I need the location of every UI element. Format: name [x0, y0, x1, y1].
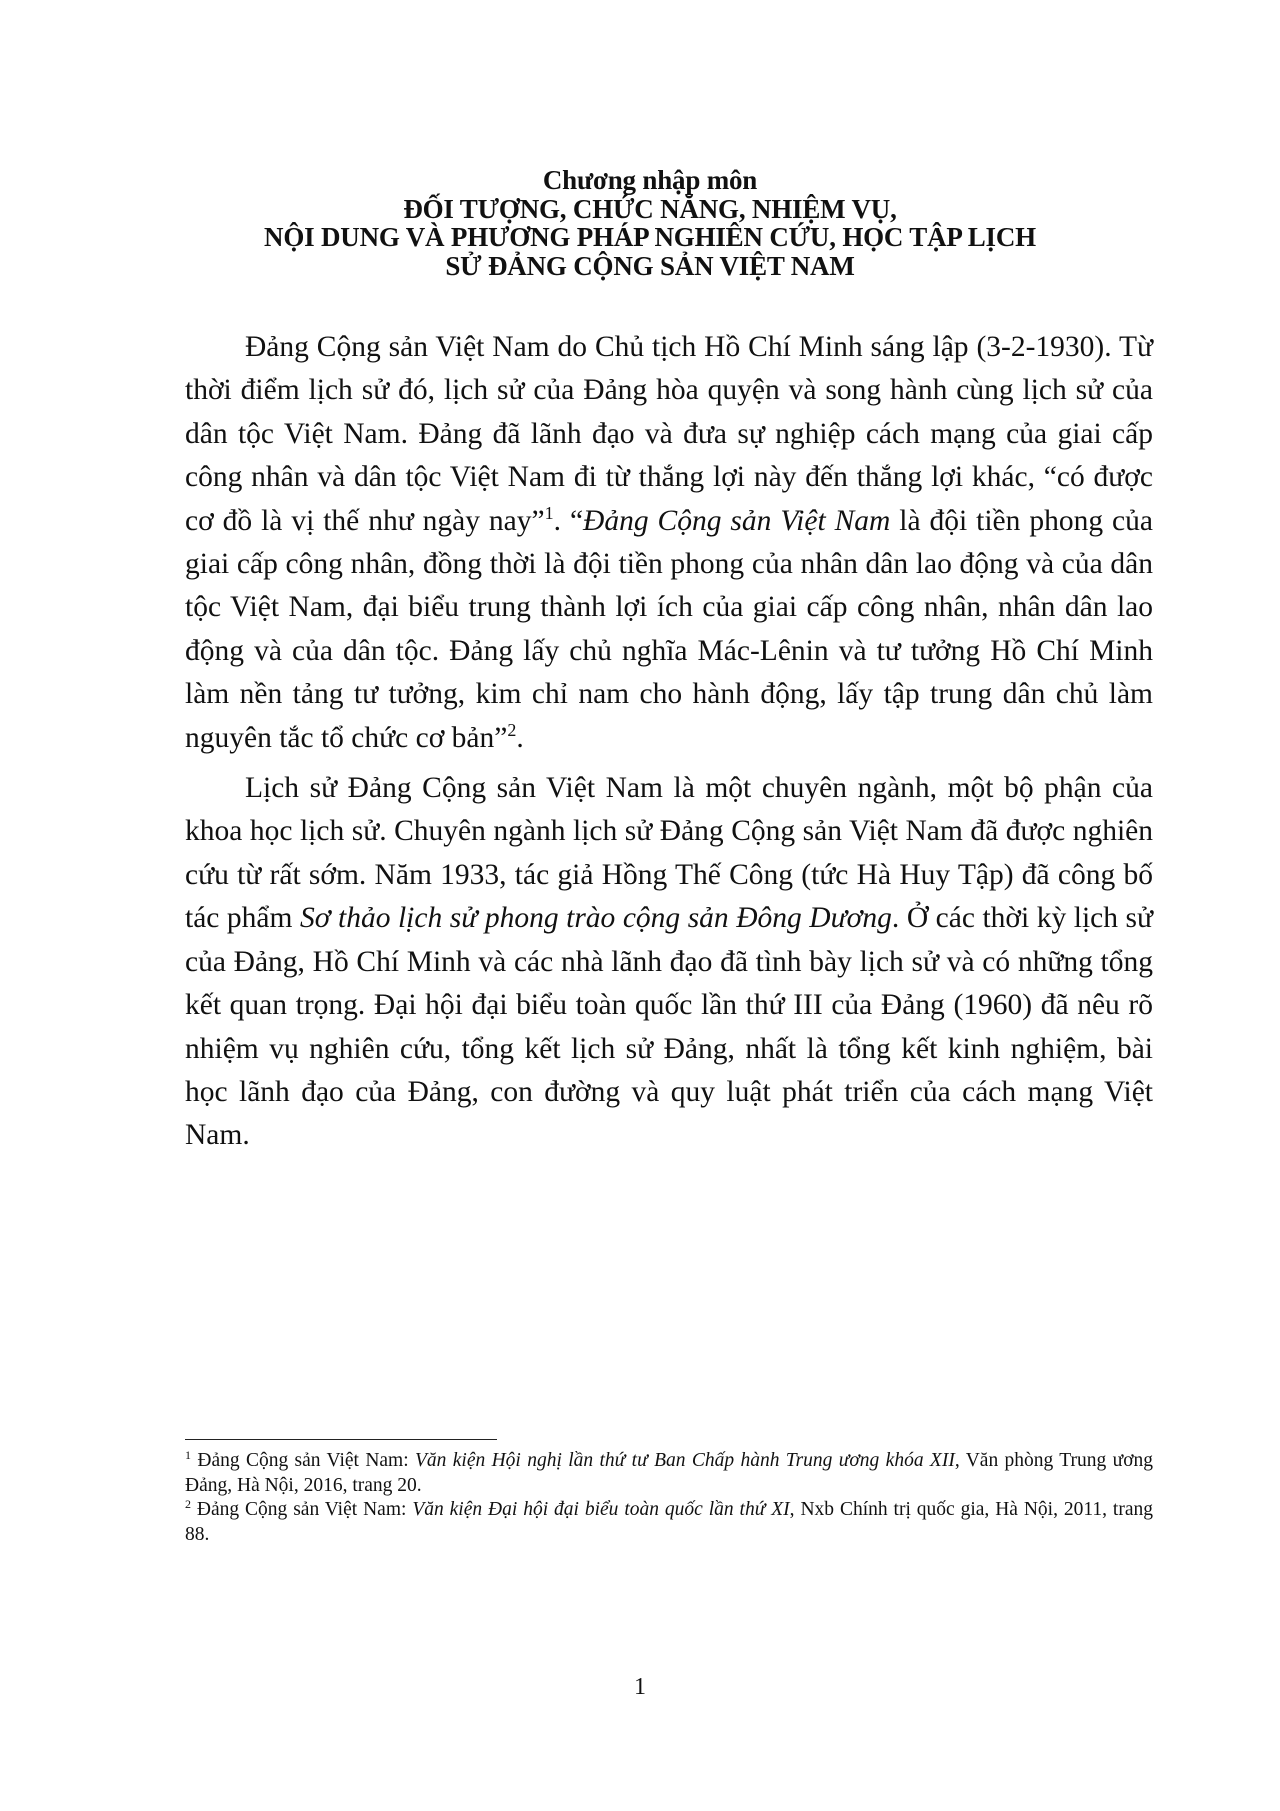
footnote-source-title: Văn kiện Hội nghị lần thứ tư Ban Chấp hành Trung ương khóa XII — [415, 1450, 955, 1471]
chapter-title-line-2: NỘI DUNG VÀ PHƯƠNG PHÁP NGHIÊN CỨU, HỌC TẬP LỊCH — [264, 222, 1036, 252]
footnote-text: Đảng Cộng sản Việt Nam: — [191, 1499, 413, 1520]
footnote-text: , Văn phòng Trung ương Đảng, Hà Nội, 2016, trang 20. — [185, 1450, 1154, 1496]
italic-emphasis: Đảng Cộng sản Việt Nam — [583, 504, 891, 537]
chapter-title-line-1: ĐỐI TƯỢNG, CHỨC NĂNG, NHIỆM VỤ, — [403, 193, 897, 224]
paragraph-text: . Ở các thời kỳ lịch sử của Đảng, Hồ Chí Minh và các nhà lãnh đạo đã tình bày lịch sử và có những tổng kết quan trọng. Đại hội đại biểu toàn quốc lần thứ III của Đảng (1960) đã nêu rõ nhiệm vụ nghiên cứu, tổng kết lịch sử Đảng, nhất là tổng kết kinh nghiệm, bài học lãnh đạo của Đảng, con đường và quy luật phát triển của cách mạng Việt Nam. — [185, 902, 1153, 1152]
footnote-1 — [185, 1449, 1153, 1498]
footnote-2 — [185, 1498, 1153, 1547]
footnote-ref-1[interactable]: 1 — [544, 502, 554, 523]
paragraph-text: là đội tiền phong của giai cấp công nhân, đồng thời là đội tiền phong của nhân dân lao động và của dân tộc Việt Nam, đại biểu trung thành lợi ích của giai cấp công nhân, nhân dân lao động và của dân tộc. Đảng lấy chủ nghĩa Mác-Lênin và tư tưởng Hồ Chí Minh làm nền tảng tư tưởng, kim chỉ nam cho hành động, lấy tập trung dân chủ làm nguyên tắc tổ chức cơ bản” — [185, 504, 1153, 754]
page-number: 1 — [634, 1674, 646, 1700]
body-text — [185, 326, 1153, 1165]
footnote-number: 2 — [185, 1497, 191, 1511]
footnote-text: , Nxb Chính trị quốc gia, Hà Nội, 2011, trang 88. — [185, 1499, 1153, 1545]
paragraph-text: . — [516, 721, 524, 754]
paragraph-text: Đảng Cộng sản Việt Nam do Chủ tịch Hồ Chí Minh sáng lập (3-2-1930). Từ thời điểm lịch sử đó, lịch sử của Đảng hòa quyện và song hành cùng lịch sử của dân tộc Việt Nam. Đảng đã lãnh đạo và đưa sự nghiệp cách mạng của giai cấp công nhân và dân tộc Việt Nam đi từ thắng lợi này đến thắng lợi khác, “có được cơ đồ là vị thế như ngày nay” — [185, 331, 1153, 537]
paragraph-text: . “ — [553, 504, 584, 537]
book-title-italic: Sơ thảo lịch sử phong trào cộng sản Đông Dương — [299, 902, 892, 935]
chapter-title-line-3: SỬ ĐẢNG CỘNG SẢN VIỆT NAM — [445, 250, 855, 281]
footnotes — [185, 1449, 1153, 1547]
paragraph-2 — [185, 767, 1153, 1158]
footnote-number: 1 — [185, 1448, 191, 1462]
footnote-source-title: Văn kiện Đại hội đại biểu toàn quốc lần thứ XI — [412, 1499, 790, 1520]
footnote-text: Đảng Cộng sản Việt Nam: — [191, 1450, 415, 1471]
footnote-ref-2[interactable]: 2 — [507, 719, 517, 740]
footnote-separator — [185, 1439, 497, 1440]
chapter-label: Chương nhập môn — [542, 165, 758, 195]
paragraph-1 — [185, 326, 1153, 760]
chapter-heading — [150, 166, 1150, 280]
paragraph-text: Lịch sử Đảng Cộng sản Việt Nam là một chuyên ngành, một bộ phận của khoa học lịch sử. Chuyên ngành lịch sử Đảng Cộng sản Việt Nam đã được nghiên cứu từ rất sớm. Năm 1933, tác giả Hồng Thế Công (tức Hà Huy Tập) đã công bố tác phẩm — [185, 772, 1153, 935]
